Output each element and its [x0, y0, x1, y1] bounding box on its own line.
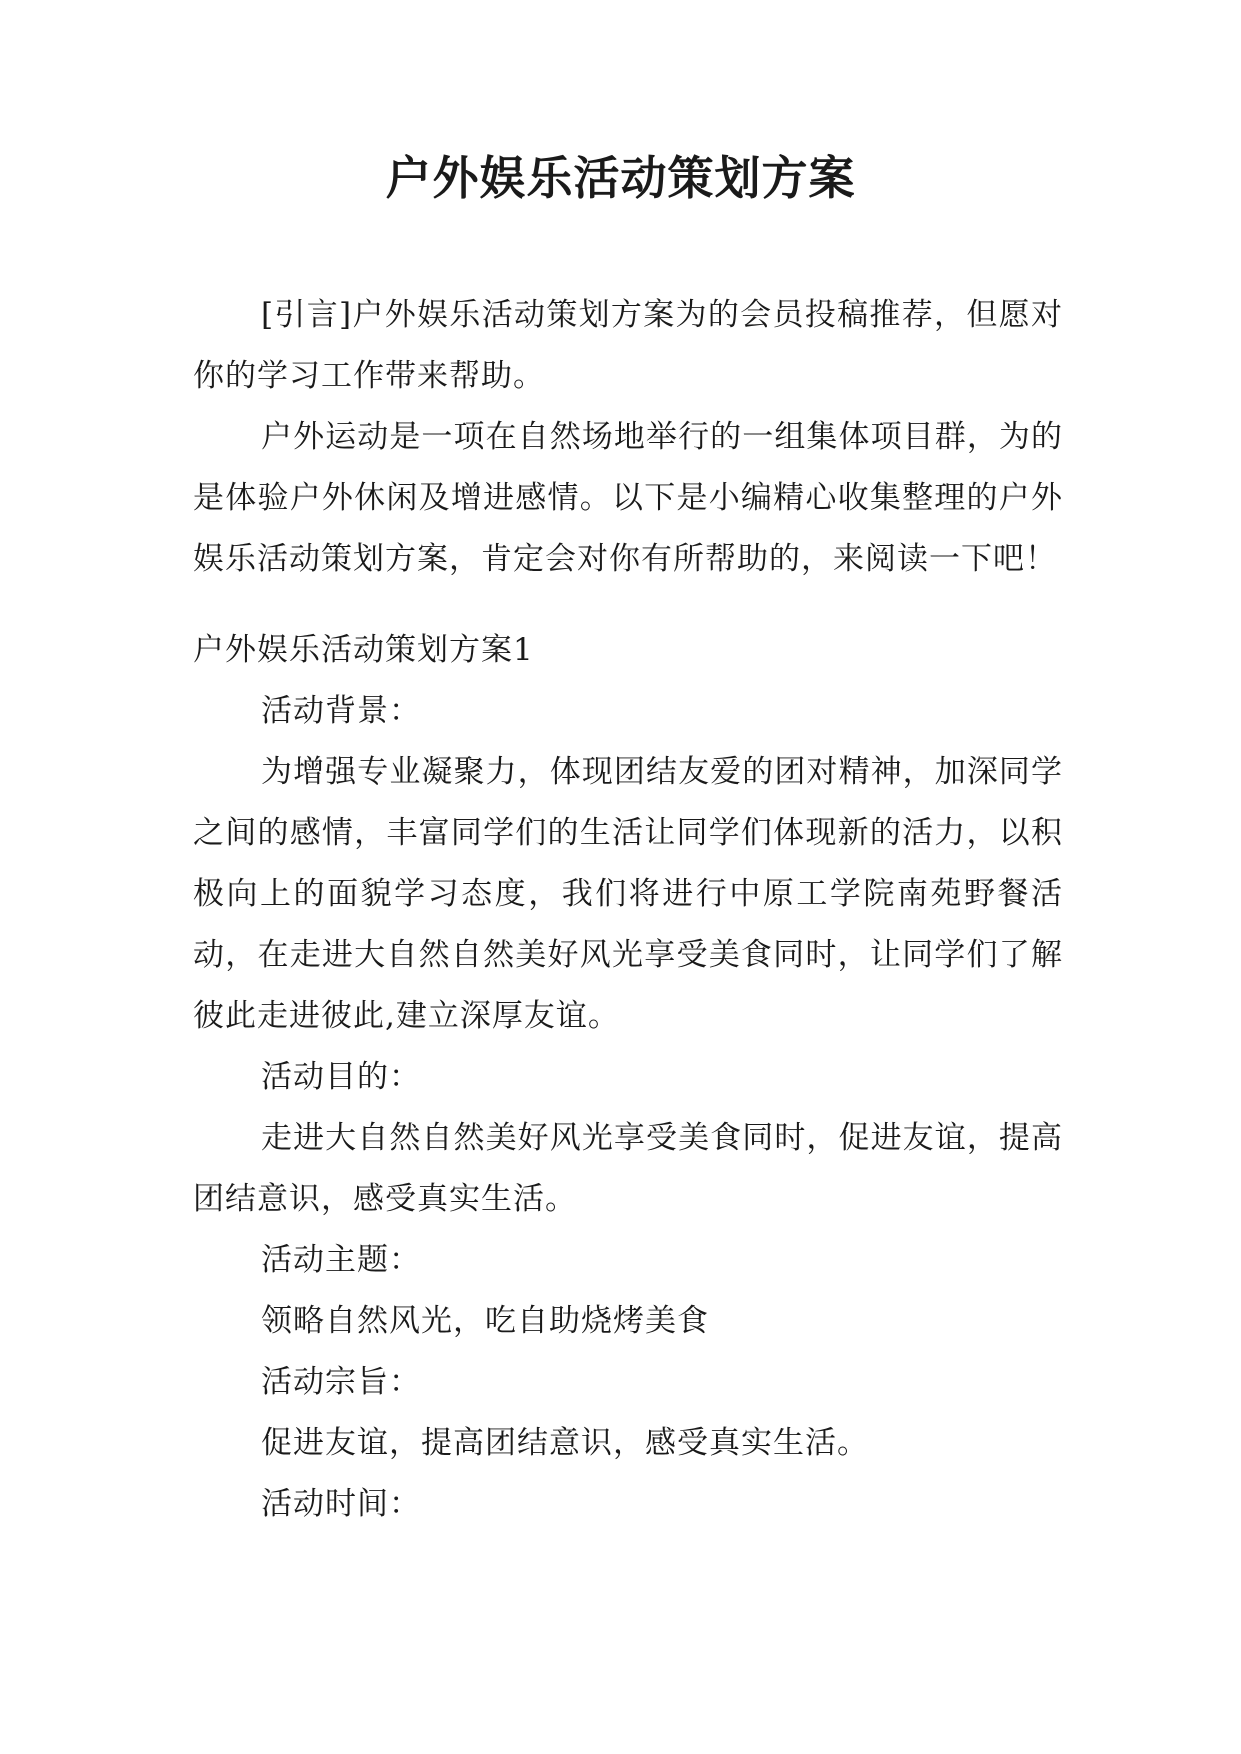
time-label: 活动时间： — [261, 1486, 421, 1522]
description-paragraph: 户外运动是一项在自然场地举行的一组集体项目群，为的是体验户外休闲及增进感情。以下是小编精心收集整理的户外娱乐活动策划方案，肯定会对你有所帮助的，来阅读一下吧！ — [193, 419, 1063, 577]
section-heading: 户外娱乐活动策划方案1 — [193, 632, 534, 668]
document-body — [193, 285, 1063, 1535]
theme-paragraph: 领略自然风光，吃自助烧烤美食 — [261, 1303, 709, 1339]
background-label: 活动背景： — [261, 693, 421, 729]
goal-label: 活动目的： — [261, 1059, 421, 1095]
intro-paragraph: [引言]户外娱乐活动策划方案为的会员投稿推荐，但愿对你的学习工作带来帮助。 — [193, 297, 1063, 394]
document-title: 户外娱乐活动策划方案 — [385, 151, 856, 205]
theme-label: 活动主题： — [261, 1242, 421, 1278]
background-paragraph: 为增强专业凝聚力，体现团结友爱的团对精神，加深同学之间的感情，丰富同学们的生活让同学们体现新的活力，以积极向上的面貌学习态度，我们将进行中原工学院南苑野餐活动，在走进大自然自然美好风光享受美食同时，让同学们了解彼此走进彼此,建立深厚友谊。 — [193, 754, 1063, 1034]
aim-paragraph: 促进友谊，提高团结意识，感受真实生活。 — [261, 1425, 869, 1461]
goal-paragraph: 走进大自然自然美好风光享受美食同时，促进友谊，提高团结意识，感受真实生活。 — [193, 1120, 1063, 1217]
aim-label: 活动宗旨： — [261, 1364, 421, 1400]
